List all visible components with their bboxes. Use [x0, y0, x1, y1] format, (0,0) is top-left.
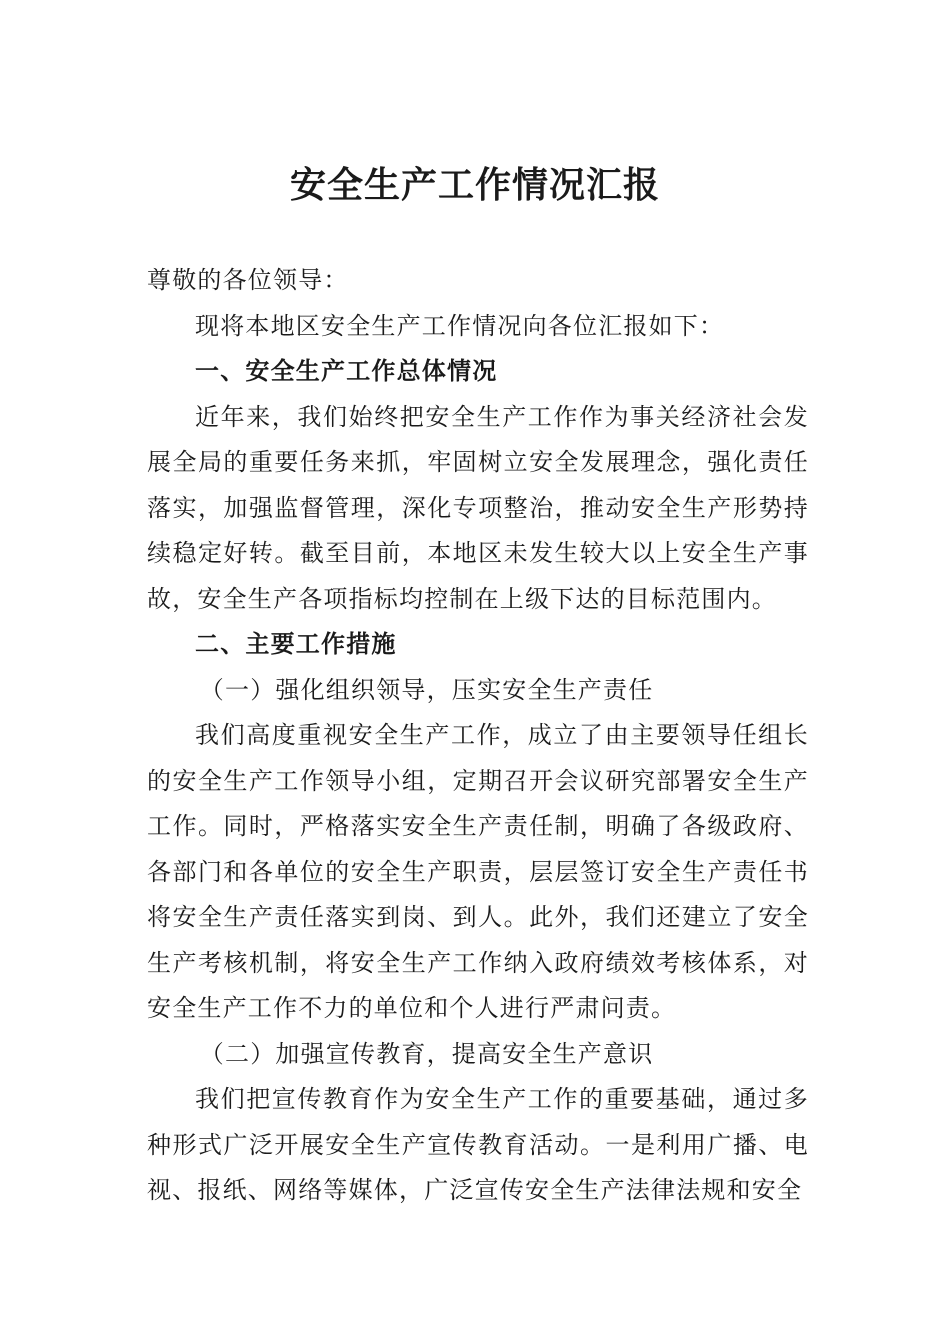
- document-title: 安全生产工作情况汇报: [289, 164, 660, 206]
- section-1-heading: 一、安全生产工作总体情况: [195, 357, 498, 385]
- section-1-paragraph: 近年来，我们始终把安全生产工作作为事关经济社会发展全局的重要任务来抓，牢固树立安全发展理念，强化责任落实，加强监督管理，深化专项整治，推动安全生产形势持续稳定好转。截至目前，本地区未发生较大以上安全生产事故，安全生产各项指标均控制在上级下达的目标范围内。: [147, 402, 809, 613]
- intro-paragraph: 现将本地区安全生产工作情况向各位汇报如下：: [195, 311, 725, 340]
- subsection-1-heading: （一）强化组织领导，压实安全生产责任: [199, 675, 654, 704]
- subsection-2-heading: （二）加强宣传教育，提高安全生产意识: [199, 1039, 654, 1068]
- subsection-1-paragraph: 我们高度重视安全生产工作，成立了由主要领导任组长的安全生产工作领导小组，定期召开会议研究部署安全生产工作。同时，严格落实安全生产责任制，明确了各级政府、各部门和各单位的安全生产职责，层层签订安全生产责任书将安全生产责任落实到岗、到人。此外，我们还建立了安全生产考核机制，将安全生产工作纳入政府绩效考核体系，对安全生产工作不力的单位和个人进行严肃问责。: [147, 721, 809, 1022]
- section-2-heading: 二、主要工作措施: [195, 630, 397, 658]
- salutation: 尊敬的各位领导：: [147, 266, 349, 294]
- subsection-2-paragraph: 我们把宣传教育作为安全生产工作的重要基础，通过多种形式广泛开展安全生产宣传教育活动。一是利用广播、电视、报纸、网络等媒体，广泛宣传安全生产法律法规和安全: [147, 1085, 809, 1204]
- document-body: [147, 258, 809, 1214]
